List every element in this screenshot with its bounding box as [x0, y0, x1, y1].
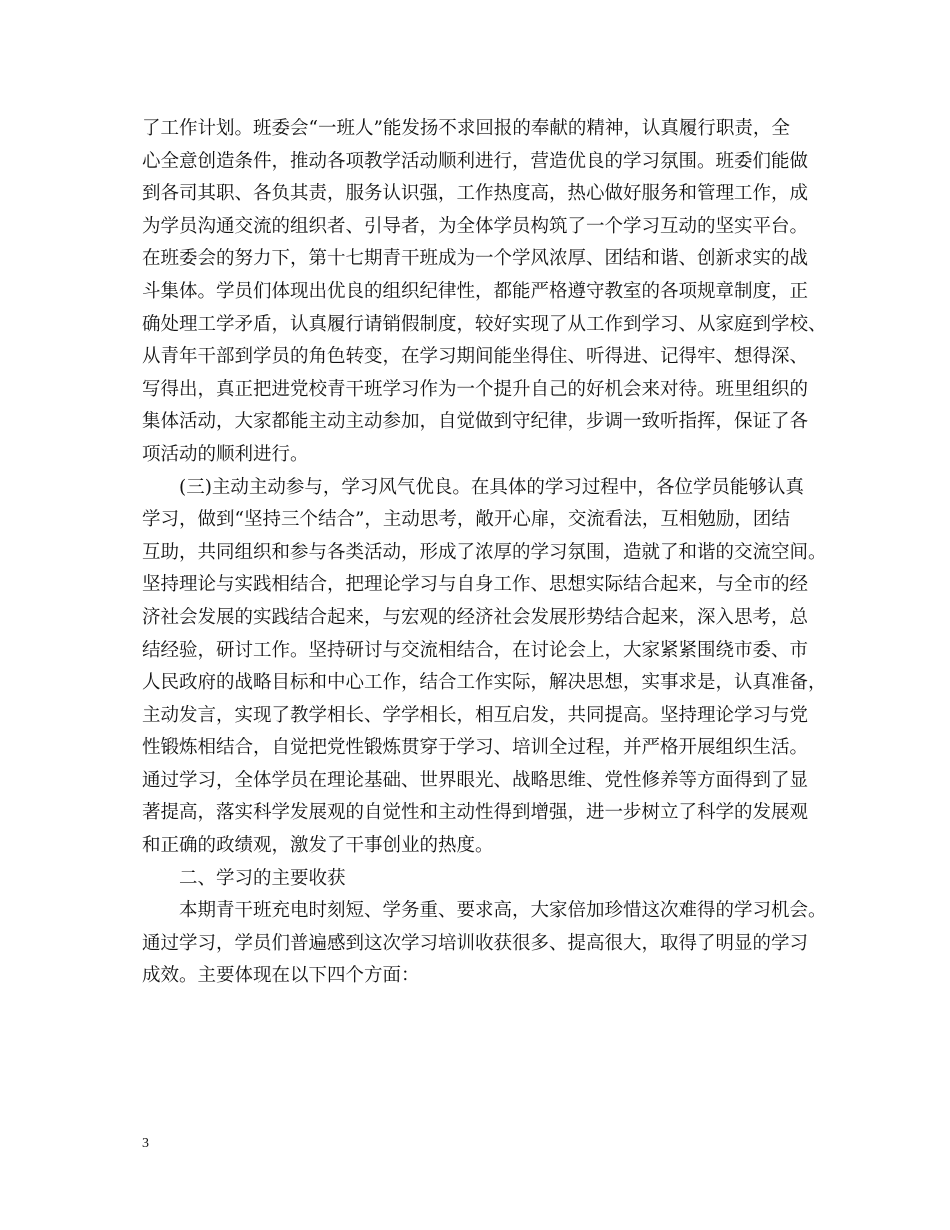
text-line: 著提高，落实科学发展观的自觉性和主动性得到增强，进一步树立了科学的发展观: [142, 802, 809, 824]
text-line: 写得出，真正把进党校青干班学习作为一个提升自己的好机会来对待。班里组织的: [142, 378, 809, 400]
text-line: 为学员沟通交流的组织者、引导者，为全体学员构筑了一个学习互动的坚实平台。: [142, 215, 809, 237]
text-line: 通过学习，学员们普遍感到这次学习培训收获很多、提高很大，取得了明显的学习: [142, 932, 809, 954]
text-line: 本期青干班充电时刻短、学务重、要求高，大家倍加珍惜这次难得的学习机会。: [142, 900, 827, 922]
text-line: 互助，共同组织和参与各类活动，形成了浓厚的学习氛围，造就了和谐的交流空间。: [142, 541, 827, 563]
text-line: 集体活动，大家都能主动主动参加，自觉做到守纪律，步调一致听指挥，保证了各: [142, 411, 809, 433]
body-text: [142, 113, 842, 993]
text-line: 在班委会的努力下，第十七期青干班成为一个学风浓厚、团结和谐、创新求实的战: [142, 248, 809, 270]
text-line: 了工作计划。班委会“一班人”能发扬不求回报的奉献的精神，认真履行职责，全: [142, 118, 790, 139]
text-line: 学习，做到“坚持三个结合”，主动思考，敞开心扉，交流看法，互相勉励，团结: [142, 509, 790, 531]
text-line: 成效。主要体现在以下四个方面：: [142, 965, 420, 987]
text-line: 结经验，研讨工作。坚持研讨与交流相结合，在讨论会上，大家紧紧围绕市委、市: [142, 639, 809, 661]
text-line: 到各司其职、各负其责，服务认识强，工作热度高，热心做好服务和管理工作，成: [142, 183, 809, 205]
text-line: 主动发言，实现了教学相长、学学相长，相互启发，共同提高。坚持理论学习与党: [142, 704, 809, 726]
text-line: (三)主动主动参与，学习风气优良。在具体的学习过程中，各位学员能够认真: [142, 476, 804, 498]
text-line: 心全意创造条件，推动各项教学活动顺利进行，营造优良的学习氛围。班委们能做: [142, 150, 809, 172]
text-line: 从青年干部到学员的角色转变，在学习期间能坐得住、听得进、记得牢、想得深、: [142, 346, 809, 368]
text-line: 斗集体。学员们体现出优良的组织纪律性，都能严格遵守教室的各项规章制度，正: [142, 280, 809, 302]
text-line: 通过学习，全体学员在理论基础、世界眼光、战略思维、党性修养等方面得到了显: [142, 769, 809, 791]
text-line: 确处理工学矛盾，认真履行请销假制度，较好实现了从工作到学习、从家庭到学校、: [142, 313, 827, 335]
text-line: 济社会发展的实践结合起来，与宏观的经济社会发展形势结合起来，深入思考，总: [142, 606, 809, 628]
text-line: 坚持理论与实践相结合，把理论学习与自身工作、思想实际结合起来，与全市的经: [142, 574, 809, 596]
section-heading: 二、学习的主要收获: [142, 867, 346, 889]
text-line: 和正确的政绩观，激发了干事创业的热度。: [142, 835, 494, 857]
text-line: 性锻炼相结合，自觉把党性锻炼贯穿于学习、培训全过程，并严格开展组织生活。: [142, 737, 809, 759]
text-line: 人民政府的战略目标和中心工作，结合工作实际，解决思想，实事求是，认真准备，: [142, 672, 827, 694]
page-number: 3: [142, 1136, 149, 1151]
text-line: 项活动的顺利进行。: [142, 443, 309, 465]
